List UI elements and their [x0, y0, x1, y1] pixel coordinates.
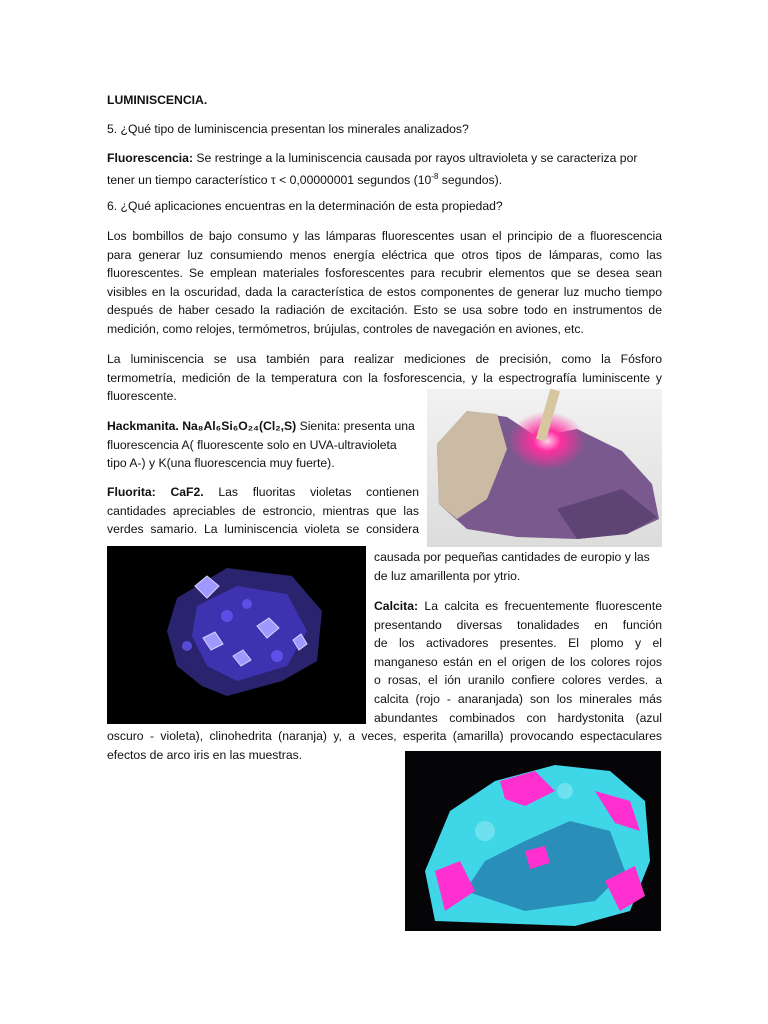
fluorita-paragraph: Fluorita: CaF2. Las fluoritas violetas contienen cantidades apreciables de estroncio, mientras que las verdes samario. La luminiscencia violeta se considera: [107, 485, 419, 537]
hackmanita-photo: [427, 389, 662, 547]
calcita-paragraph-continued: oscuro - violeta), clinohedrita (naranja) y, a veces, esperita (amarilla) provocando espectaculares efectos de arco iris en las muestras.: [107, 729, 662, 762]
calcita-photo: [405, 751, 661, 931]
hackmanita-paragraph: Hackmanita. Na₈Al₆Si₆O₂₄(Cl₂,S) Sienita: presenta una fluorescencia A( fluorescente solo en UVA-ultravioleta tipo A-) y K(una fluorescencia muy fuerte).: [107, 419, 415, 471]
fluorescencia-paragraph: Fluorescencia: Se restringe a la luminiscencia causada por rayos ultravioleta y se caracteriza por tener un tiempo característico τ < 0,00000001 segundos ($10^{-8}$ segundos).: [107, 151, 638, 187]
hackmanita-term: Hackmanita.: [107, 419, 179, 433]
fluorescencia-term: Fluorescencia:: [107, 151, 194, 165]
fluorita-paragraph-continued: causada por pequeñas cantidades de europio y las de luz amarillenta por ytrio.: [374, 550, 650, 583]
page-title: LUMINISCENCIA.: [107, 93, 208, 107]
calcita-paragraph: Calcita: La calcita es frecuentemente fluorescente presentando diversas tonalidades en función de los activadores presentes. El plomo y el manganeso están en el origen de los colores rojos o rosas, el ión uranilo confiere colores verdes. a calcita (rojo - anaranjada) son los minerales más abundantes combinados con hardystonita (azul: [374, 599, 662, 725]
aplicaciones-paragraph: Los bombillos de bajo consumo y las lámparas fluorescentes usan el principio de a fluorescencia para generar luz consumiendo menos energía eléctrica que otros tipos de lámparas, como las fluorescentes. Se emplean materiales fosforescentes para recubrir elementos que se desea sean visibles en la oscuridad, dada la característica de estos componentes de generar luz mucho tiempo después de haber cesado la radiación de excitación. Esto se usa sobre todo en instrumentos de medición, como relojes, termómetros, brújulas, controles de navegación en aviones, etc.: [107, 229, 662, 336]
calcita-term: Calcita:: [374, 599, 419, 613]
fluorita-photo: [107, 546, 366, 724]
fluorita-term: Fluorita: CaF2.: [107, 485, 204, 499]
precision-paragraph: La luminiscencia se usa también para realizar mediciones de precisión, como la Fósforo termometría, medición de la temperatura con la fosforescencia, y la espectrografía luminiscente y fluorescente.: [107, 352, 662, 404]
question-5: 5. ¿Qué tipo de luminiscencia presentan los minerales analizados?: [107, 122, 469, 136]
question-6: 6. ¿Qué aplicaciones encuentras en la determinación de esta propiedad?: [107, 199, 503, 213]
hackmanita-formula: Na₈Al₆Si₆O₂₄(Cl₂,S): [182, 419, 297, 433]
